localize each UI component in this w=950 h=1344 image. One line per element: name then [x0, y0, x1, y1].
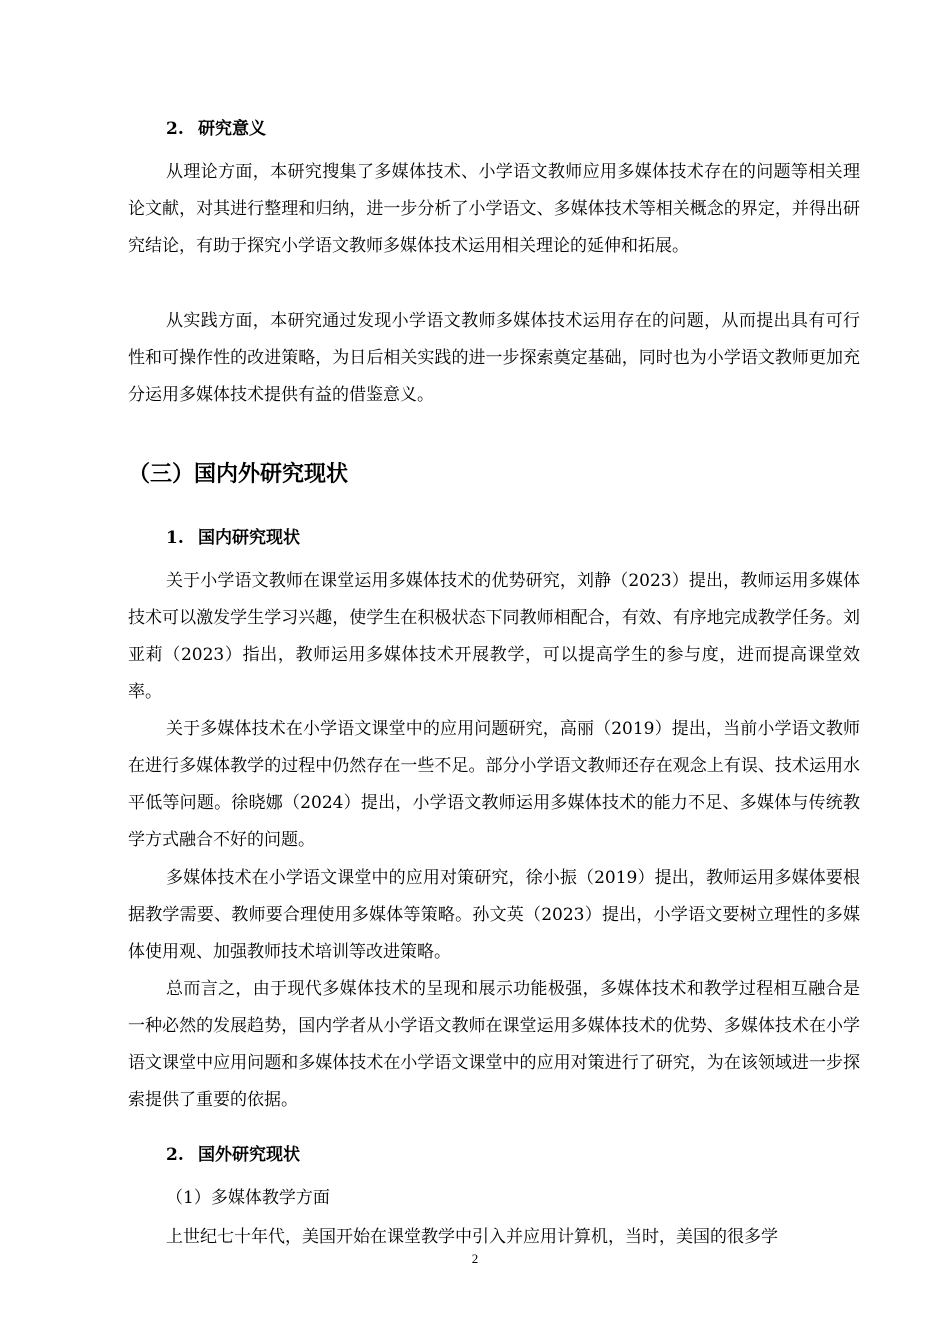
heading-text: 国外研究现状: [198, 1145, 300, 1165]
paragraph-domestic-summary: 总而言之，由于现代多媒体技术的呈现和展示功能极强，多媒体技术和教学过程相互融合是一种必然的发展趋势，国内学者从小学语文教师在课堂运用多媒体技术的优势、多媒体技术在小学语文课堂中应用问题和多媒体技术在小学语文课堂中的应用对策进行了研究，为在该领域进一步探索提供了重要的依据。: [128, 979, 860, 1110]
paragraph-theory: 从理论方面，本研究搜集了多媒体技术、小学语文教师应用多媒体技术存在的问题等相关理论文献，对其进行整理和归纳，进一步分析了小学语文、多媒体技术等相关概念的界定，并得出研究结论，有助于探究小学语文教师多媒体技术运用相关理论的延伸和拓展。: [128, 162, 860, 256]
page-number: 2: [471, 1251, 479, 1266]
heading-number: 2.: [166, 1145, 184, 1165]
paragraph-foreign-intro: 上世纪七十年代，美国开始在课堂教学中引入并应用计算机，当时，美国的很多学: [166, 1227, 778, 1247]
paragraph-domestic-advantages: 关于小学语文教师在课堂运用多媒体技术的优势研究，刘静（2023）提出，教师运用多媒体技术可以激发学生学习兴趣，使学生在积极状态下同教师相配合，有效、有序地完成教学任务。刘亚莉（2023）指出，教师运用多媒体技术开展教学，可以提高学生的参与度，进而提高课堂效率。: [128, 571, 860, 702]
heading-number: 1.: [166, 528, 184, 548]
heading-number: 2.: [166, 119, 184, 139]
subheading-multimedia-teaching: （1）多媒体教学方面: [166, 1188, 330, 1208]
section-title-research-status: （三）国内外研究现状: [128, 461, 349, 487]
paragraph-domestic-problems: 关于多媒体技术在小学语文课堂中的应用问题研究，高丽（2019）提出，当前小学语文教师在进行多媒体教学的过程中仍然存在一些不足。部分小学语文教师还存在观念上有误、技术运用水平低等问题。徐晓娜（2024）提出，小学语文教师运用多媒体技术的能力不足、多媒体与传统教学方式融合不好的问题。: [128, 719, 860, 850]
heading-text: 研究意义: [198, 119, 266, 139]
paragraph-practice: 从实践方面，本研究通过发现小学语文教师多媒体技术运用存在的问题，从而提出具有可行性和可操作性的改进策略，为日后相关实践的进一步探索奠定基础，同时也为小学语文教师更加充分运用多媒体技术提供有益的借鉴意义。: [128, 311, 860, 405]
paragraph-domestic-strategies: 多媒体技术在小学语文课堂中的应用对策研究，徐小振（2019）提出，教师运用多媒体要根据教学需要、教师要合理使用多媒体等策略。孙文英（2023）提出，小学语文要树立理性的多媒体使用观、加强教师技术培训等改进策略。: [128, 868, 860, 962]
heading-foreign-status: [166, 1143, 300, 1167]
heading-text: 国内研究现状: [198, 528, 300, 548]
heading-domestic-status: [166, 526, 300, 550]
heading-research-meaning: [166, 117, 266, 141]
